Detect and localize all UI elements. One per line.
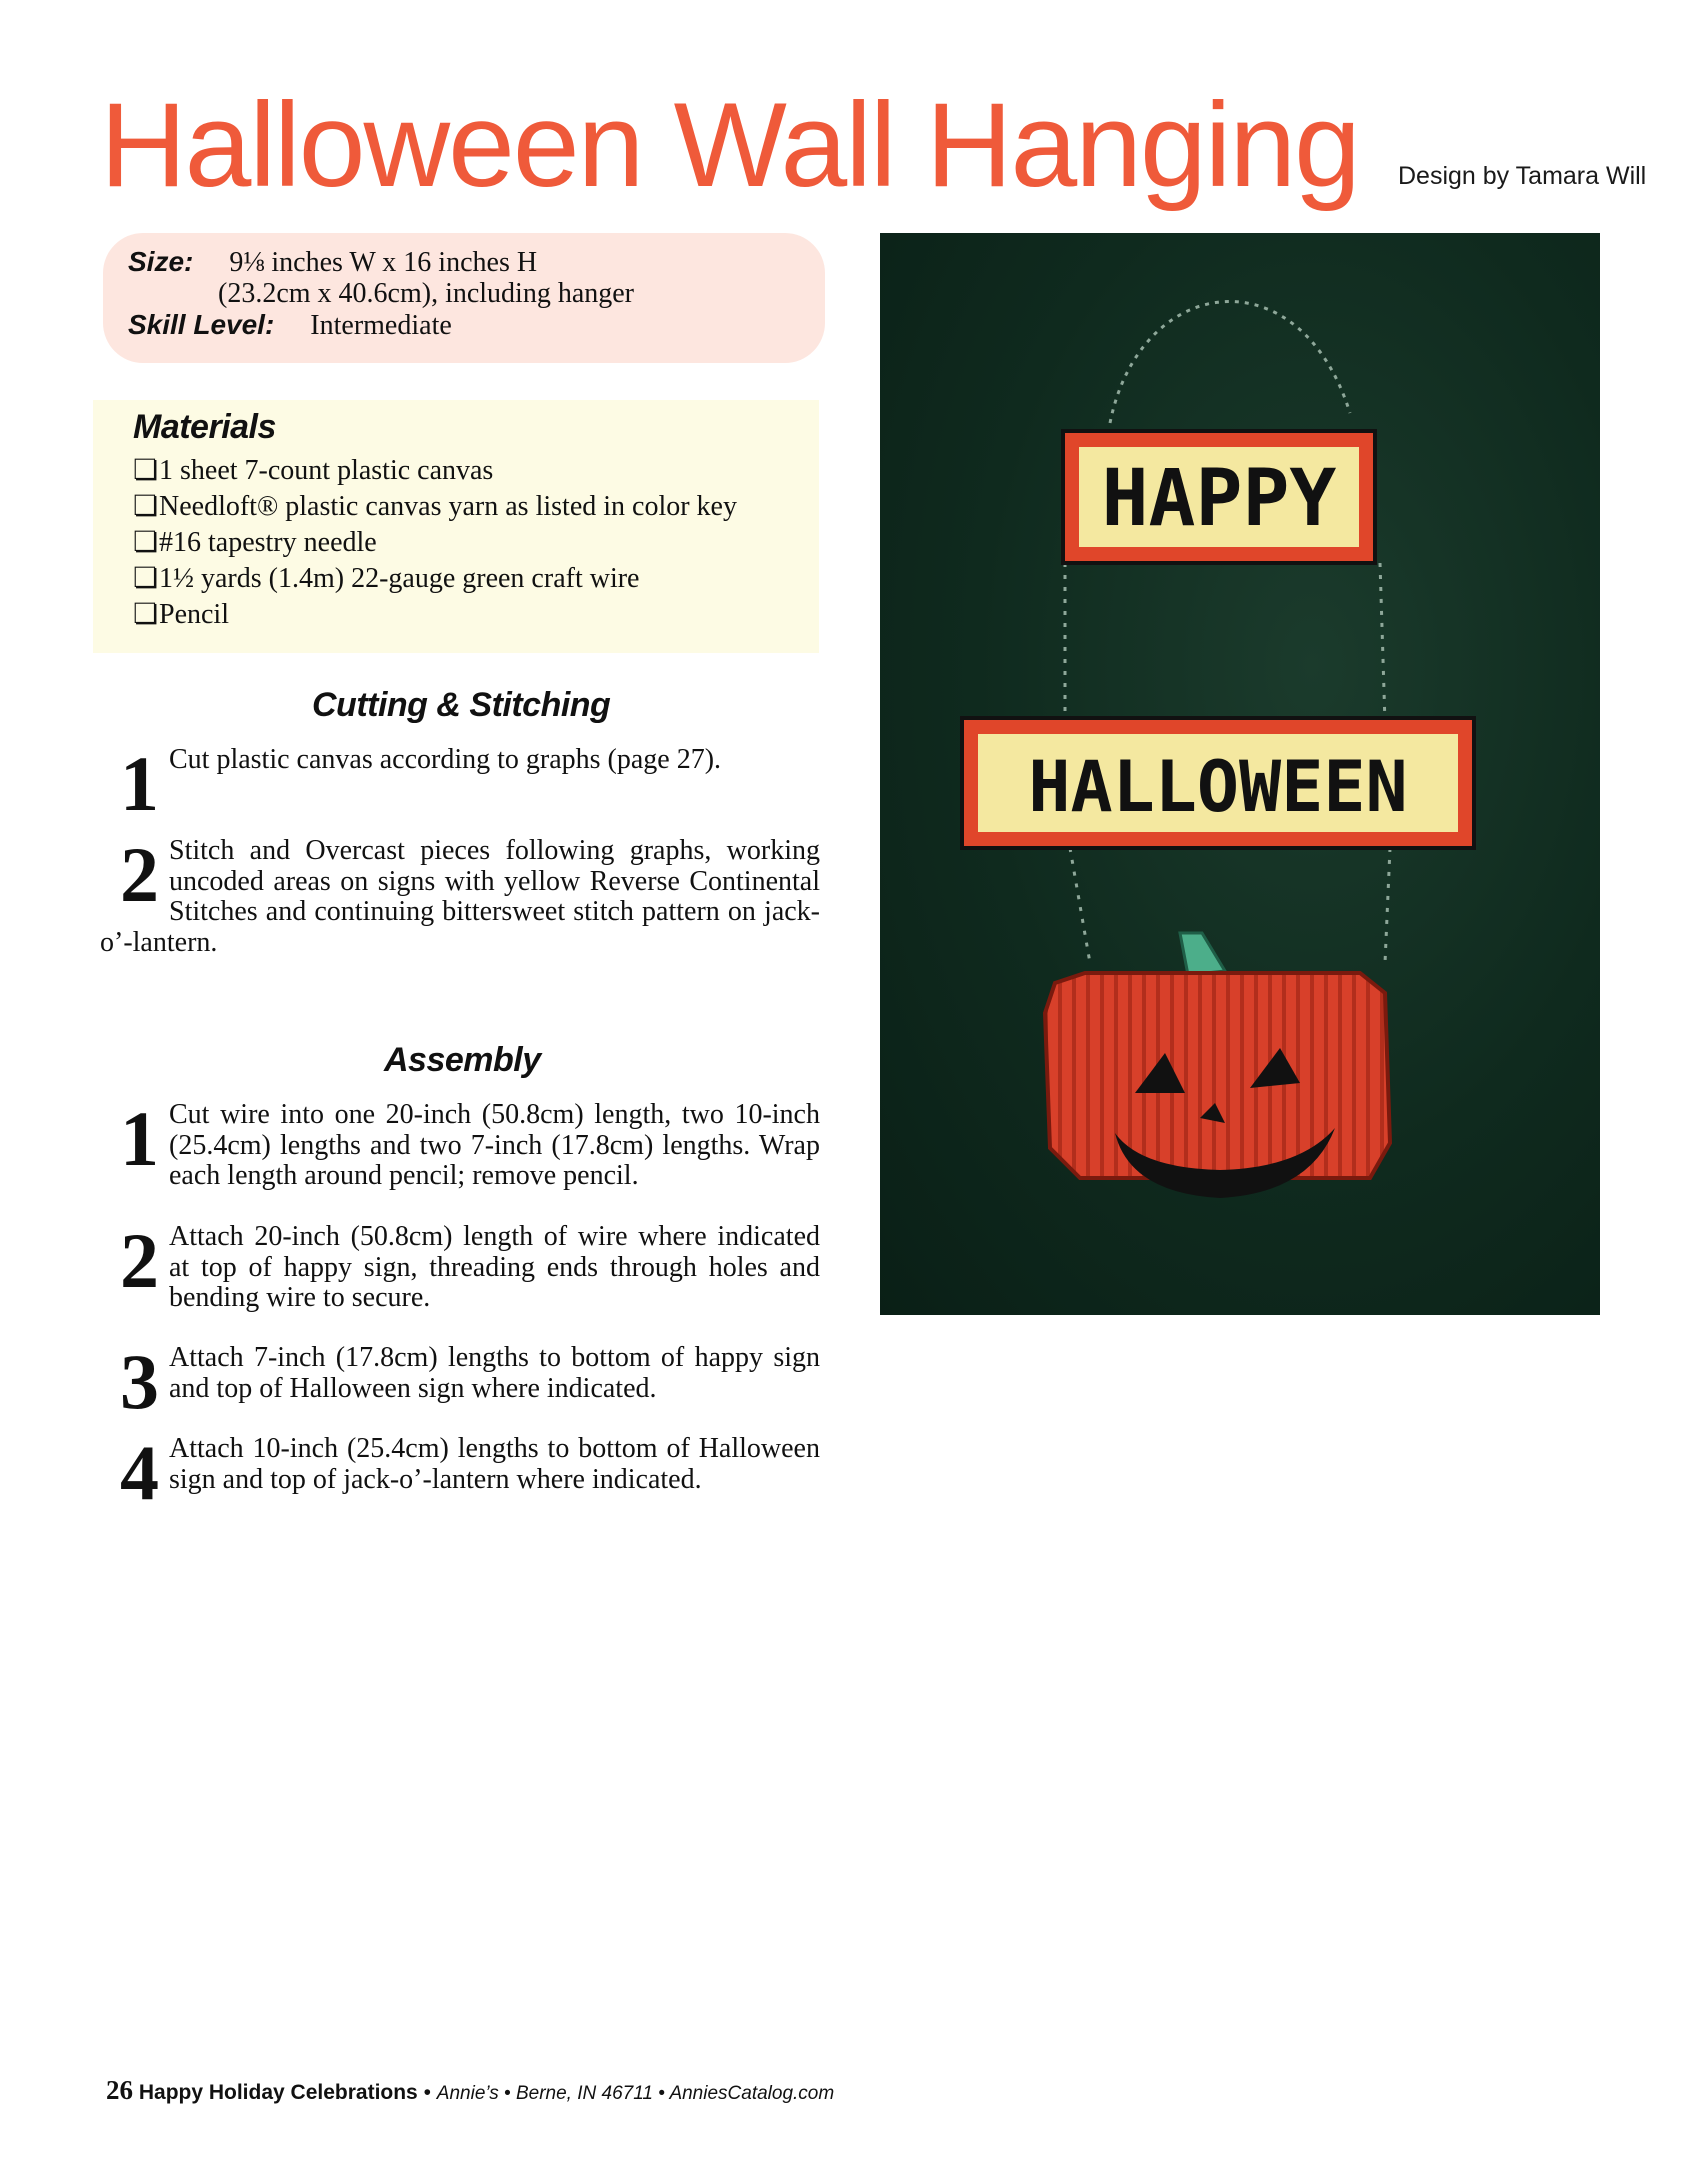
checkbox-icon: ❏ — [133, 599, 159, 630]
assembly-heading: Assembly — [384, 1041, 541, 1079]
step-number: 2 — [120, 1217, 159, 1304]
materials-item: ❏Needloft® plastic canvas yarn as listed in color key — [133, 491, 737, 522]
step-text: Cut wire into one 20-inch (50.8cm) length, two 10-inch (25.4cm) lengths and two 7-inch (17.8cm) lengths. Wrap each length around pencil; remove pencil. — [169, 1099, 820, 1191]
pumpkin-stem — [1180, 933, 1225, 975]
checkbox-icon: ❏ — [133, 527, 159, 558]
size-value: 9⅛ inches W x 16 inches H — [229, 247, 538, 278]
checkbox-icon: ❏ — [133, 491, 159, 522]
size-metric: (23.2cm x 40.6cm), including hanger — [218, 278, 635, 309]
step-text: Cut plastic canvas according to graphs (page 27). — [169, 744, 722, 775]
assembly-step — [100, 1429, 820, 1516]
cutting-step — [100, 740, 820, 827]
step-number: 4 — [120, 1429, 159, 1516]
middle-wire-right — [1380, 563, 1385, 723]
step-number: 1 — [120, 740, 159, 827]
step-text: Attach 7-inch (17.8cm) lengths to bottom of happy sign and top of Halloween sign where indicated. — [169, 1342, 820, 1404]
step-number: 1 — [120, 1095, 159, 1182]
assembly-step — [100, 1217, 820, 1314]
step-text: Stitch and Overcast pieces following graphs, working uncoded areas on signs with yellow Reverse Continental Stitches and continuing bittersweet stitch pattern on jack-o’-lantern. — [100, 835, 820, 958]
materials-item: ❏Pencil — [133, 599, 229, 630]
skill-value: Intermediate — [310, 310, 452, 341]
page-footer — [106, 2075, 834, 2106]
top-wire — [1110, 301, 1350, 423]
page-number: 26 — [106, 2075, 133, 2105]
materials-heading: Materials — [133, 408, 276, 446]
assembly-step — [100, 1095, 820, 1192]
designer-byline: Design by Tamara Will — [1398, 162, 1647, 190]
lower-wire-right — [1385, 848, 1390, 963]
step-text: Attach 20-inch (50.8cm) length of wire where indicated at top of happy sign, threading ends through holes and bending wire to secure. — [169, 1221, 820, 1313]
checkbox-icon: ❏ — [133, 563, 159, 594]
footer-separator: • — [423, 2081, 431, 2104]
publisher-info: Annie’s • Berne, IN 46711 • AnniesCatalog.com — [436, 2083, 835, 2104]
checkbox-icon: ❏ — [133, 455, 159, 486]
skill-line — [128, 309, 452, 341]
size-line — [128, 246, 537, 278]
assembly-step — [100, 1338, 820, 1425]
step-text: Attach 10-inch (25.4cm) lengths to bottom of Halloween sign and top of jack-o’-lantern where indicated. — [169, 1433, 820, 1495]
step-number: 3 — [120, 1338, 159, 1425]
materials-item: ❏1½ yards (1.4m) 22-gauge green craft wire — [133, 563, 640, 594]
size-label: Size: — [128, 246, 194, 277]
step-number: 2 — [120, 831, 159, 918]
jack-o-lantern — [1045, 973, 1390, 1178]
happy-sign-text: HAPPY — [1101, 454, 1337, 544]
skill-label: Skill Level: — [128, 309, 275, 340]
cutting-step — [100, 831, 820, 958]
project-photo — [880, 233, 1600, 1315]
book-title: Happy Holiday Celebrations — [138, 2081, 418, 2104]
materials-item: ❏1 sheet 7-count plastic canvas — [133, 455, 494, 486]
cutting-heading: Cutting & Stitching — [312, 686, 611, 724]
lower-wire-left — [1070, 848, 1090, 963]
wall-hanging-illustration — [880, 233, 1600, 1315]
materials-item: ❏#16 tapestry needle — [133, 527, 377, 558]
halloween-sign-text: HALLOWEEN — [1028, 746, 1408, 828]
page-title: Halloween Wall Hanging — [100, 78, 1359, 212]
